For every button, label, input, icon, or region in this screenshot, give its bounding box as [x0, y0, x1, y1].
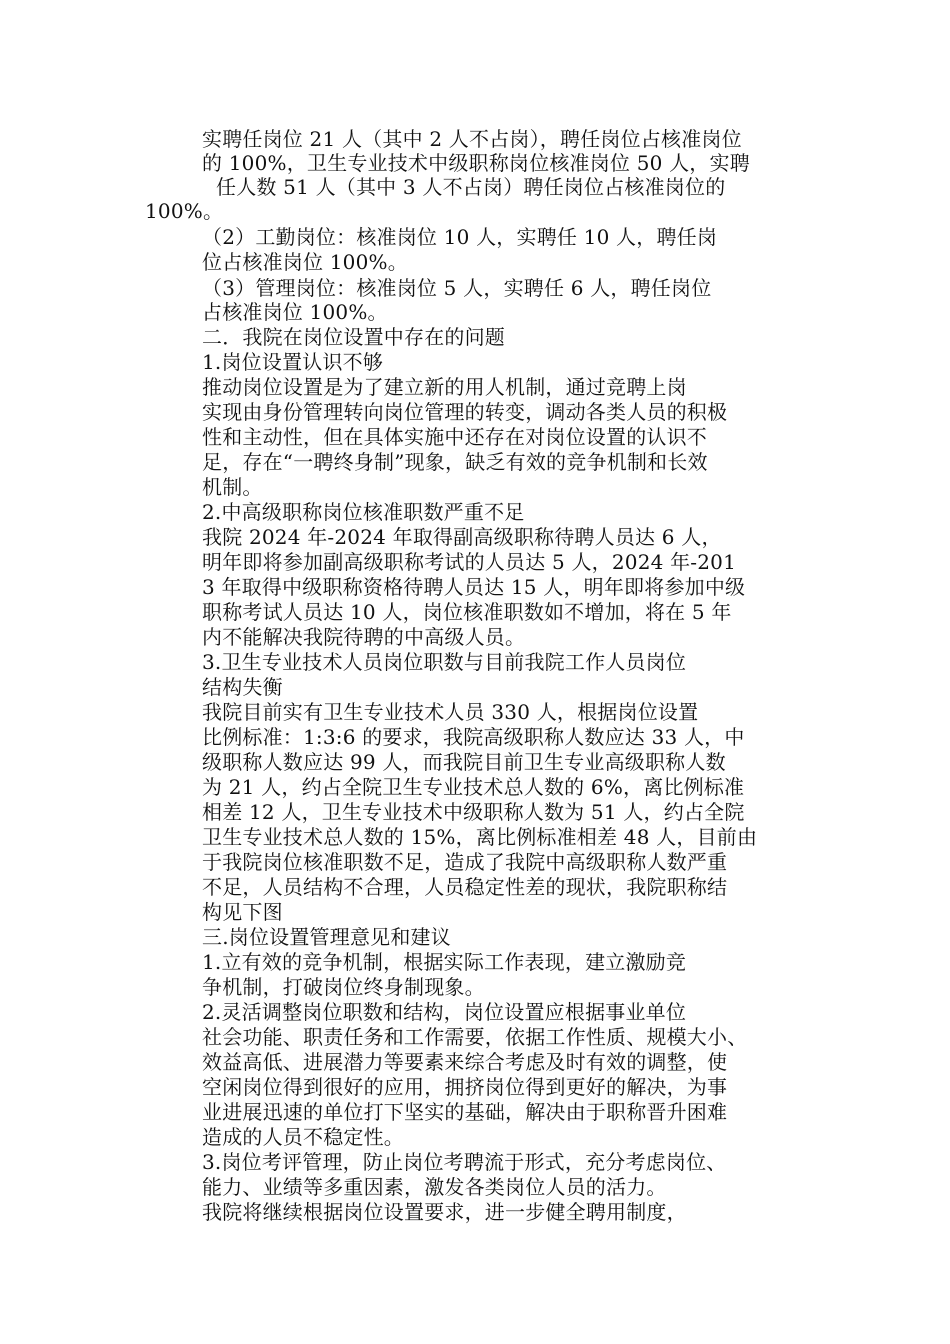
- text-line: 空闲岗位得到很好的应用，拥挤岗位得到更好的解决，为事: [202, 1075, 728, 1099]
- text-line: 相差 12 人，卫生专业技术中级职称人数为 51 人，约占全院: [202, 800, 745, 824]
- subsection-heading: 1.岗位设置认识不够: [202, 350, 384, 374]
- text-line: 明年即将参加副高级职称考试的人员达 5 人，2024 年-201: [202, 550, 737, 574]
- section-heading: 二．我院在岗位设置中存在的问题: [202, 325, 505, 349]
- text-line: 性和主动性，但在具体实施中还存在对岗位设置的认识不: [202, 425, 707, 449]
- text-line: 100%。: [145, 199, 224, 223]
- text-line: 任人数 51 人（其中 3 人不占岗）聘任岗位占核准岗位的: [216, 175, 726, 199]
- text-line: 不足，人员结构不合理，人员稳定性差的现状，我院职称结: [202, 875, 728, 899]
- text-line: 推动岗位设置是为了建立新的用人机制，通过竞聘上岗: [202, 375, 687, 399]
- text-line: 效益高低、进展潜力等要素来综合考虑及时有效的调整，使: [202, 1050, 728, 1074]
- text-line: 实聘任岗位 21 人（其中 2 人不占岗），聘任岗位占核准岗位: [202, 127, 742, 151]
- text-line: （2）工勤岗位：核准岗位 10 人，实聘任 10 人，聘任岗: [202, 225, 718, 249]
- text-line: 占核准岗位 100%。: [202, 300, 388, 324]
- text-line: 社会功能、职责任务和工作需要，依据工作性质、规模大小、: [202, 1025, 748, 1049]
- text-line: 内不能解决我院待聘的中高级人员。: [202, 625, 526, 649]
- text-line: 争机制，打破岗位终身制现象。: [202, 975, 485, 999]
- text-line: 构见下图: [202, 900, 283, 924]
- text-line: 我院 2024 年-2024 年取得副高级职称待聘人员达 6 人，: [202, 525, 722, 549]
- text-line: 位占核准岗位 100%。: [202, 250, 408, 274]
- text-line: 卫生专业技术总人数的 15%，离比例标准相差 48 人，目前由: [202, 825, 758, 849]
- text-line: （3）管理岗位：核准岗位 5 人，实聘任 6 人，聘任岗位: [202, 276, 712, 300]
- text-line: 实现由身份管理转向岗位管理的转变，调动各类人员的积极: [202, 400, 728, 424]
- text-line: 业进展迅速的单位打下坚实的基础，解决由于职称晋升困难: [202, 1100, 728, 1124]
- subsection-heading: 3.卫生专业技术人员岗位职数与目前我院工作人员岗位: [202, 650, 687, 674]
- text-line: 我院将继续根据岗位设置要求，进一步健全聘用制度，: [202, 1200, 687, 1224]
- text-line: 3.岗位考评管理，防止岗位考聘流于形式，充分考虑岗位、: [202, 1150, 727, 1174]
- text-line: 2.灵活调整岗位职数和结构，岗位设置应根据事业单位: [202, 1000, 687, 1024]
- text-line: 我院目前实有卫生专业技术人员 330 人，根据岗位设置: [202, 700, 699, 724]
- text-line: 3 年取得中级职称资格待聘人员达 15 人，明年即将参加中级: [202, 575, 746, 599]
- text-line: 造成的人员不稳定性。: [202, 1125, 404, 1149]
- section-heading: 三.岗位设置管理意见和建议: [202, 925, 451, 949]
- subsection-heading: 2.中高级职称岗位核准职数严重不足: [202, 500, 525, 524]
- text-line: 级职称人数应达 99 人，而我院目前卫生专业高级职称人数: [202, 750, 726, 774]
- text-line: 的 100%，卫生专业技术中级职称岗位核准岗位 50 人，实聘: [202, 151, 750, 175]
- text-line: 足，存在“一聘终身制”现象，缺乏有效的竞争机制和长效: [202, 450, 708, 474]
- text-line: 职称考试人员达 10 人，岗位核准职数如不增加，将在 5 年: [202, 600, 732, 624]
- text-line: 于我院岗位核准职数不足，造成了我院中高级职称人数严重: [202, 850, 728, 874]
- text-line: 1.立有效的竞争机制，根据实际工作表现，建立激励竞: [202, 950, 687, 974]
- text-line: 为 21 人，约占全院卫生专业技术总人数的 6%，离比例标准: [202, 775, 745, 799]
- text-line: 机制。: [202, 475, 263, 499]
- text-line: 能力、业绩等多重因素，激发各类岗位人员的活力。: [202, 1175, 667, 1199]
- subsection-heading: 结构失衡: [202, 675, 283, 699]
- text-line: 比例标准：1:3:6 的要求，我院高级职称人数应达 33 人，中: [202, 725, 745, 749]
